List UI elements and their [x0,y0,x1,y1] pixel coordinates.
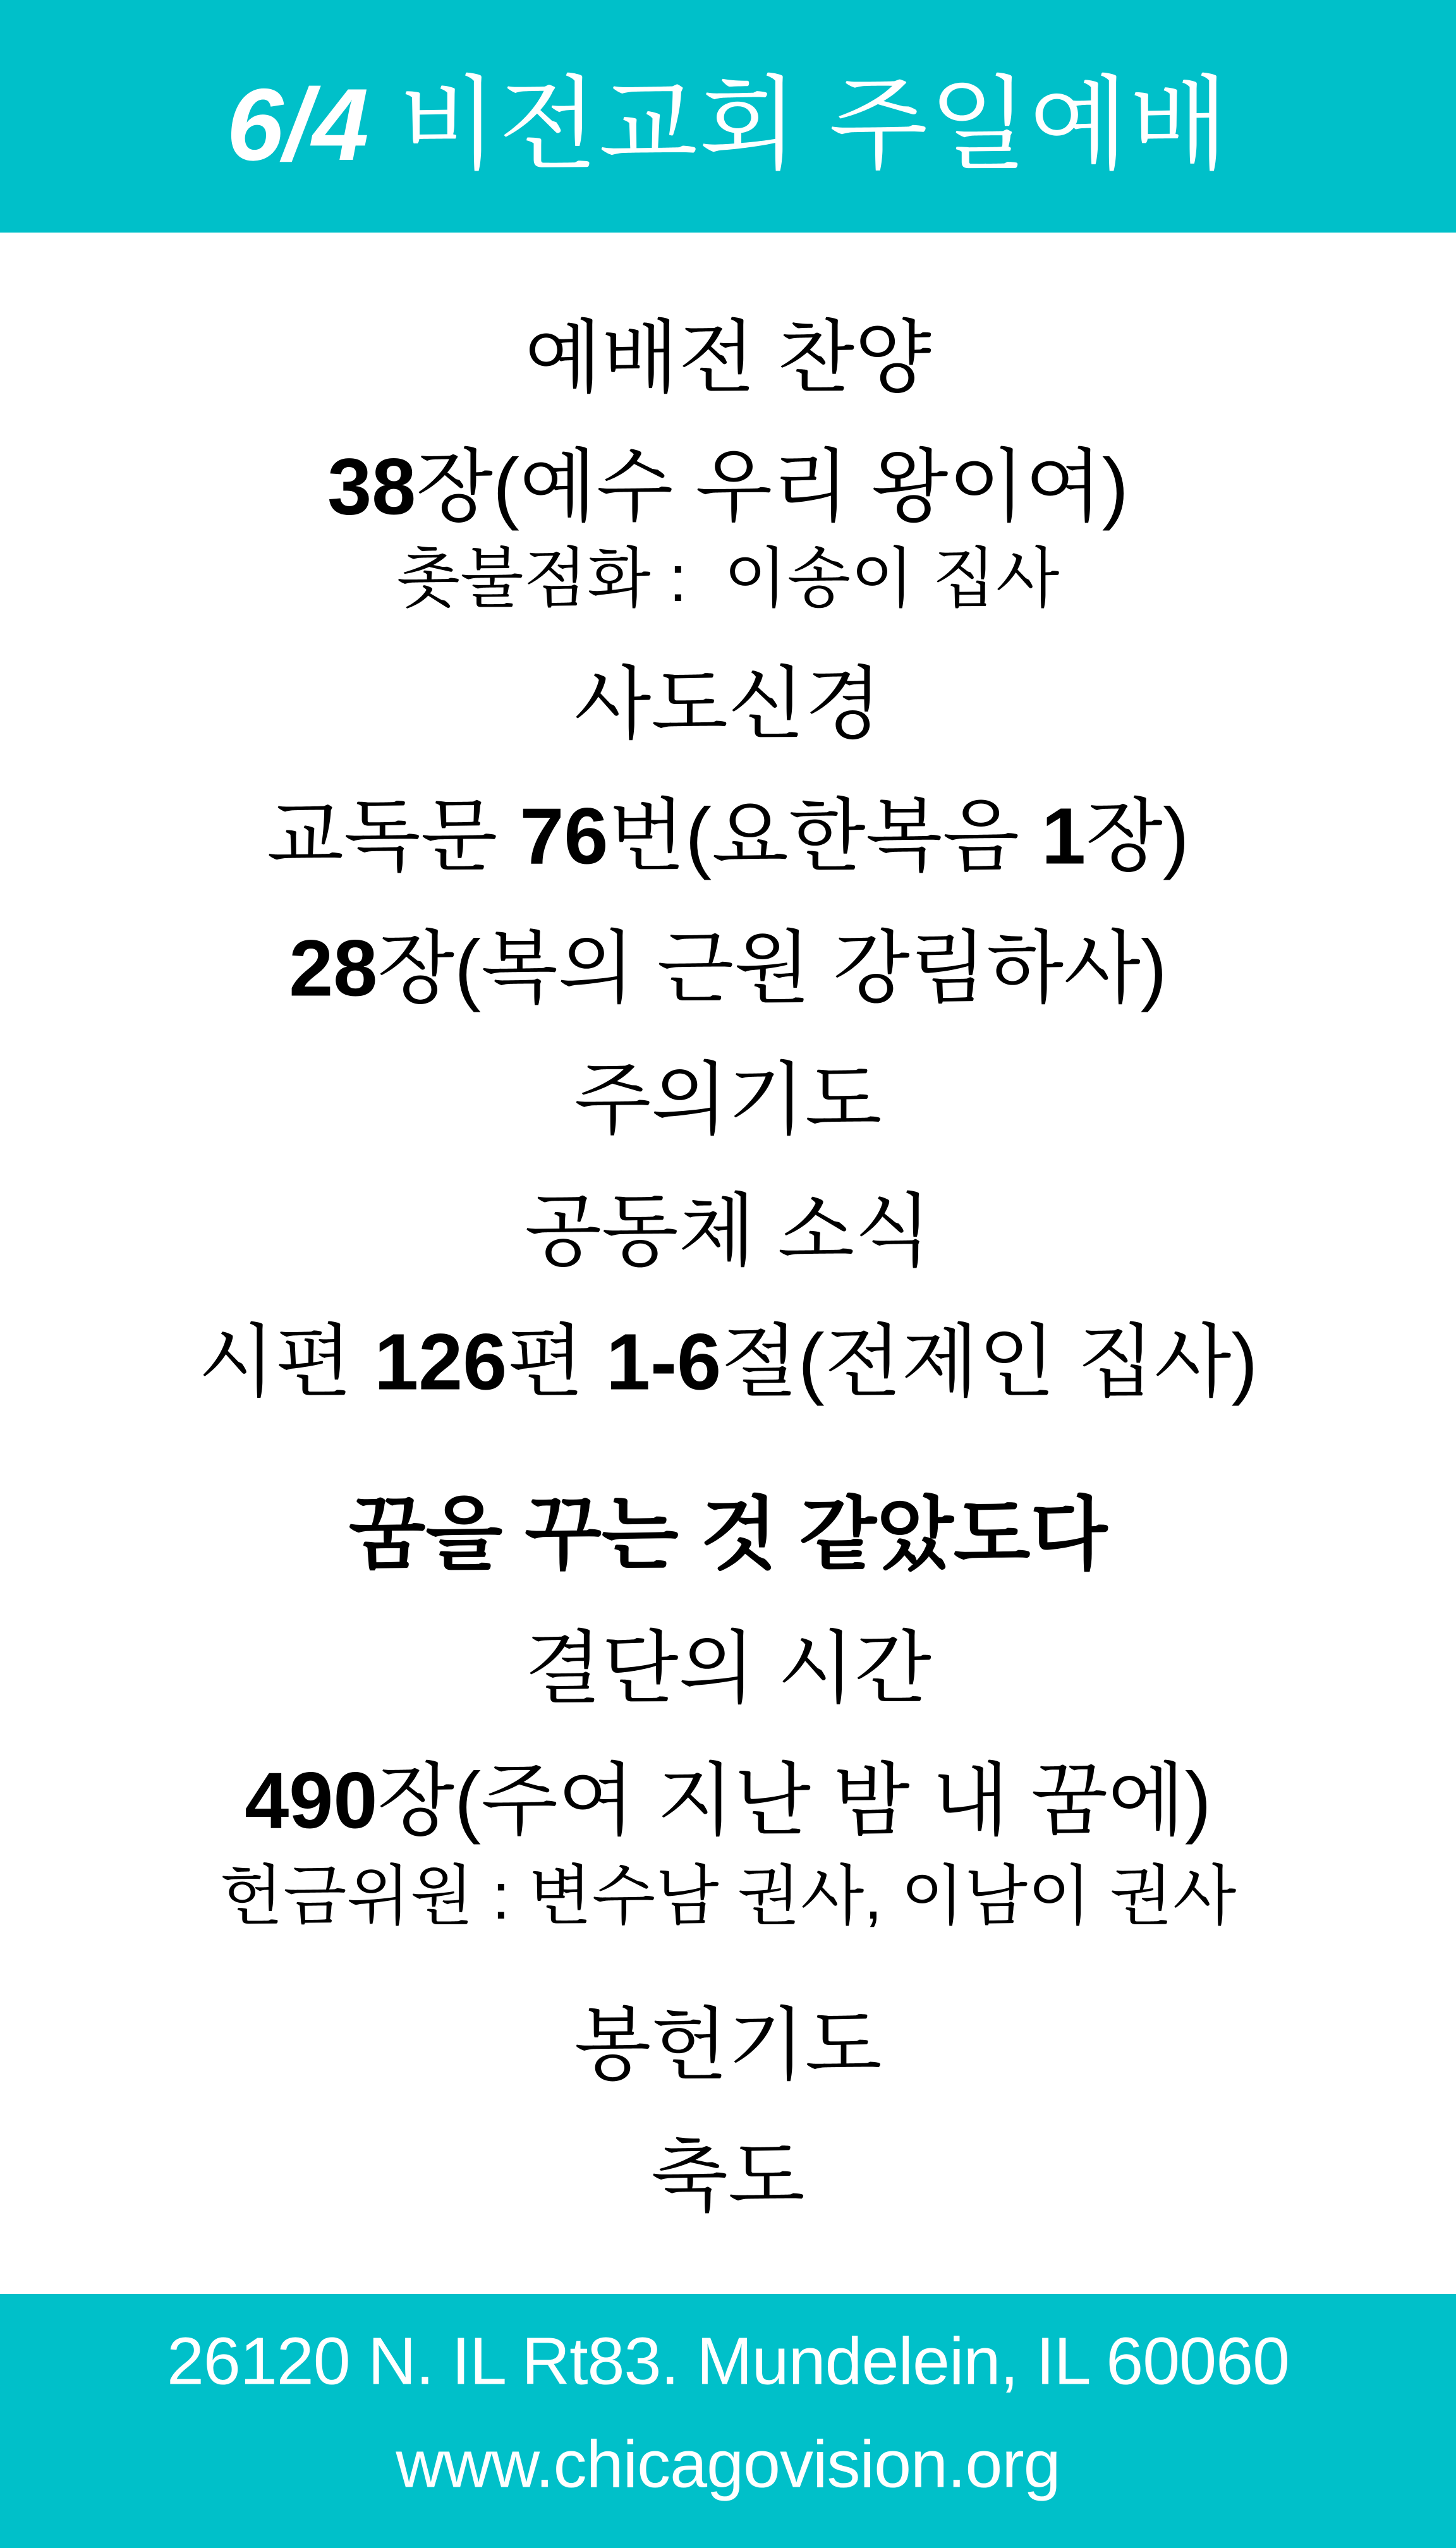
hymn-title: 장(복의 근원 강림하사) [377,923,1167,1013]
page-title [226,43,1229,190]
service-title: 비전교회 주일예배 [368,68,1230,182]
line-text: 편 [507,1317,607,1407]
line-scripture-reading [0,1299,1456,1413]
line-hymn-28 [0,905,1456,1019]
footer-banner [0,2294,1456,2548]
hymn-number: 28 [289,923,378,1013]
line-offering-prayer [0,1982,1456,2096]
line-text: 공동체 소식 [525,1186,931,1276]
line-decision-time [0,1605,1456,1720]
line-text: 헌금위원 : 변수남 권사, 이남이 권사 [219,1860,1237,1933]
line-pre-worship-praise [0,294,1456,409]
service-date: 6/4 [226,68,369,182]
psalm-number: 126 [374,1317,507,1407]
line-text: 절(전제인 집사) [721,1317,1258,1407]
hymn-title: 장(예수 우리 왕이여) [416,442,1129,531]
reading-number: 76 [519,791,609,881]
line-text: 사도신경 [574,659,882,749]
chapter-number: 1 [1041,791,1086,881]
line-offering-committee [0,1843,1456,1938]
line-text: 봉헌기도 [574,2000,882,2090]
line-text: 교독문 [267,791,520,881]
line-community-news [0,1168,1456,1282]
header-banner [0,0,1456,233]
hymn-title: 장(주여 지난 밤 내 꿈에) [377,1756,1211,1845]
line-text: 촛불점화 : 이송이 집사 [396,542,1060,616]
hymn-number: 38 [327,442,416,531]
line-text: 번(요한복음 [608,791,1042,881]
church-address: 26120 N. IL Rt83. Mundelein, IL 60060 [166,2324,1290,2399]
line-candle-lighting [0,525,1456,620]
line-benediction [0,2113,1456,2228]
church-website: www.chicagovision.org [396,2427,1060,2502]
line-text: 예배전 찬양 [525,313,931,403]
line-text: 축도 [651,2132,805,2221]
line-hymn-490 [0,1737,1456,1852]
line-text: 장) [1086,791,1189,881]
line-lords-prayer [0,1036,1456,1151]
line-apostles-creed [0,641,1456,755]
sermon-title-text: 꿈을 꾸는 것 같았도다 [348,1489,1108,1579]
line-text: 결단의 시간 [525,1623,931,1713]
verse-range: 1-6 [606,1317,722,1407]
line-responsive-reading [0,773,1456,887]
line-text: 주의기도 [574,1055,882,1144]
hymn-number: 490 [245,1756,378,1845]
line-hymn-38 [0,423,1456,538]
line-text: 시편 [198,1317,375,1407]
sermon-title [0,1471,1456,1586]
